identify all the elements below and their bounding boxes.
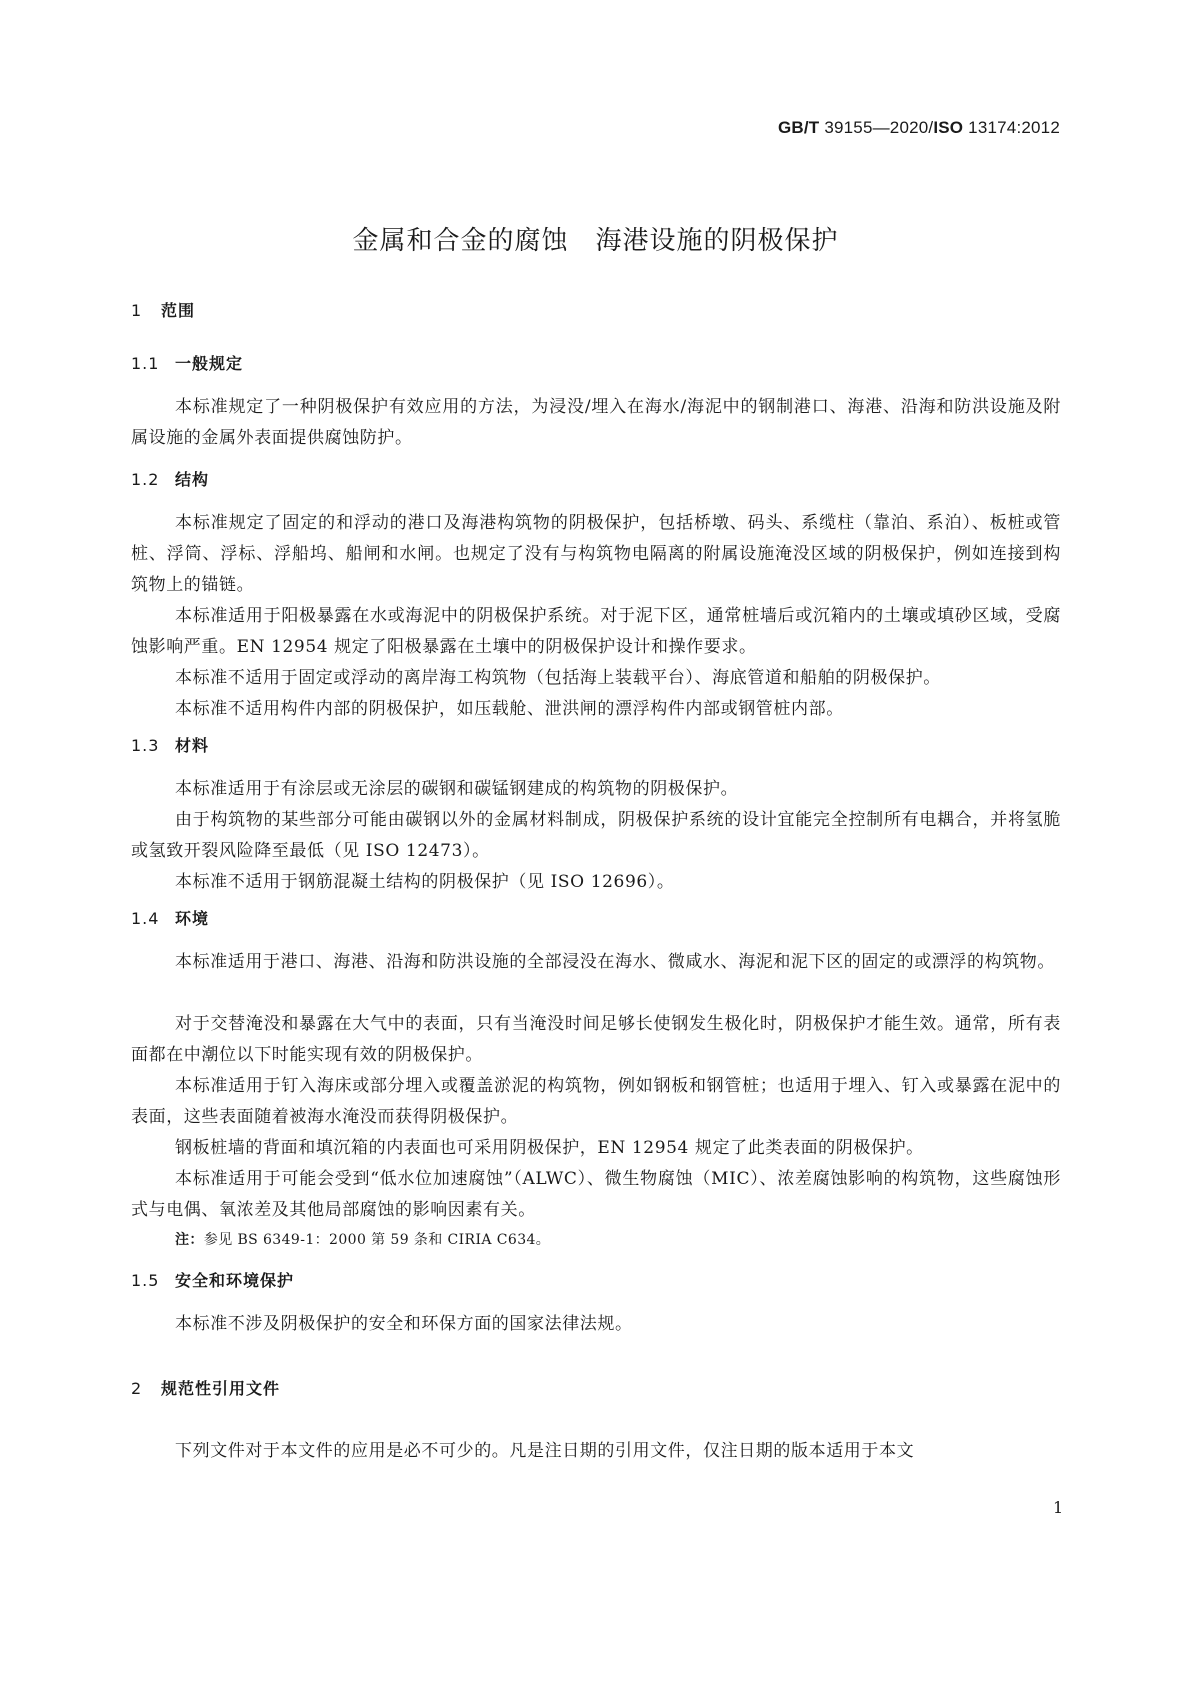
section-2-paragraph: 下列文件对于本文件的应用是必不可少的。凡是注日期的引用文件，仅注日期的版本适用于本文 [175, 1441, 915, 1461]
section-1-3-paragraph-2: 由于构筑物的某些部分可能由碳钢以外的金属材料制成，阴极保护系统的设计宜能完全控制所有电耦合，并将氢脆或氢致开裂风险降至最低（见 ISO 12473）。 [131, 810, 1061, 861]
section-1-4-paragraph-1: 本标准适用于港口、海港、沿海和防洪设施的全部浸没在海水、微咸水、海泥和泥下区的固定的或漂浮的构筑物。 [175, 952, 1055, 972]
iso-prefix: ISO [933, 118, 964, 137]
section-1-2-paragraph-4: 本标准不适用构件内部的阴极保护，如压载舱、泄洪闸的漂浮构件内部或钢管桩内部。 [175, 699, 844, 719]
section-1-2-paragraph-2: 本标准适用于阳极暴露在水或海泥中的阴极保护系统。对于泥下区，通常桩墙后或沉箱内的土壤或填砂区域，受腐蚀影响严重。EN 12954 规定了阳极暴露在土壤中的阴极保护设计和操作要求。 [131, 606, 1061, 657]
section-1-3-paragraph-3: 本标准不适用于钢筋混凝土结构的阴极保护（见 ISO 12696）。 [175, 872, 675, 892]
page-number: 1 [1053, 1498, 1064, 1517]
section-1-4-paragraph-3: 本标准适用于钉入海床或部分埋入或覆盖淤泥的构筑物，例如钢板和钢管桩；也适用于埋入、钉入或暴露在泥中的表面，这些表面随着被海水淹没而获得阴极保护。 [131, 1076, 1061, 1127]
standard-code [778, 118, 1060, 138]
section-1-1-paragraph: 本标准规定了一种阴极保护有效应用的方法，为浸没/埋入在海水/海泥中的钢制港口、海港、沿海和防洪设施及附属设施的金属外表面提供腐蚀防护。 [131, 397, 1061, 448]
section-1-5-paragraph: 本标准不涉及阴极保护的安全和环保方面的国家法律法规。 [175, 1314, 633, 1334]
section-1-4-paragraph-2: 对于交替淹没和暴露在大气中的表面，只有当淹没时间足够长使钢发生极化时，阴极保护才能生效。通常，所有表面都在中潮位以下时能实现有效的阴极保护。 [131, 1014, 1061, 1065]
section-1-4-paragraph-4: 钢板桩墙的背面和填沉箱的内表面也可采用阴极保护，EN 12954 规定了此类表面的阴极保护。 [175, 1138, 924, 1158]
std-prefix: GB/T [777, 118, 820, 137]
section-1-3-heading: 1.3 材料 [131, 736, 210, 755]
section-1-3-paragraph-1: 本标准适用于有涂层或无涂层的碳钢和碳锰钢建成的构筑物的阴极保护。 [175, 779, 739, 799]
section-1-2-paragraph-1: 本标准规定了固定的和浮动的港口及海港构筑物的阴极保护，包括桥墩、码头、系缆柱（靠泊、系泊）、板桩或管桩、浮筒、浮标、浮船坞、船闸和水闸。也规定了没有与构筑物电隔离的附属设施淹没区域的阴极保护，例如连接到构筑物上的锚链。 [131, 513, 1061, 595]
section-1-4-paragraph-5: 本标准适用于可能会受到“低水位加速腐蚀”（ALWC）、微生物腐蚀（MIC）、浓差腐蚀影响的构筑物，这些腐蚀形式与电偶、氧浓差及其他局部腐蚀的影响因素有关。 [131, 1169, 1061, 1220]
section-1-4-heading: 1.4 环境 [131, 909, 210, 928]
section-1-4-note [175, 1229, 550, 1249]
section-1-2-paragraph-3: 本标准不适用于固定或浮动的离岸海工构筑物（包括海上装载平台）、海底管道和船舶的阴极保护。 [175, 668, 941, 688]
section-1-1-heading: 1.1 一般规定 [131, 354, 244, 373]
std-number: 39155—2020/ [824, 118, 934, 137]
note-text: 参见 BS 6349-1：2000 第 59 条和 CIRIA C634。 [203, 1232, 551, 1248]
section-2-heading: 2 规范性引用文件 [131, 1379, 281, 1398]
document-title: 金属和合金的腐蚀 海港设施的阴极保护 [352, 226, 839, 256]
section-1-5-heading: 1.5 安全和环境保护 [131, 1271, 295, 1290]
iso-number: 13174:2012 [968, 118, 1060, 137]
section-1-heading: 1 范围 [131, 301, 196, 320]
section-1-2-heading: 1.2 结构 [131, 470, 210, 489]
note-label: 注： [175, 1232, 204, 1248]
